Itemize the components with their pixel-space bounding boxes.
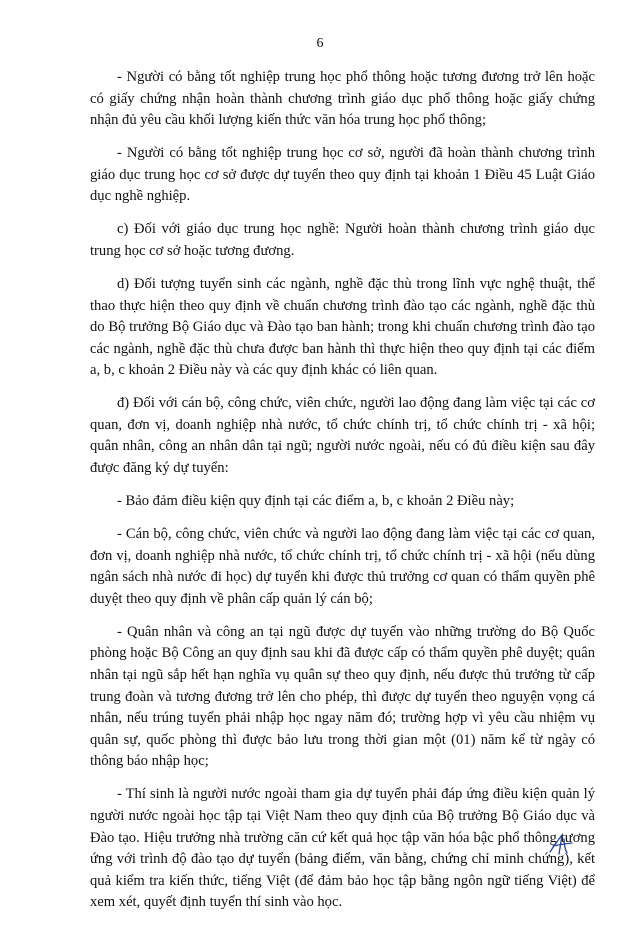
document-body [90, 67, 595, 925]
initials-signature-icon [546, 832, 576, 858]
paragraph: c) Đối với giáo dục trung học nghề: Người hoàn thành chương trình giáo dục trung học cơ sở hoặc tương đương. [90, 221, 595, 259]
paragraph: - Thí sinh là người nước ngoài tham gia dự tuyển phải đáp ứng điều kiện quản lý người nước ngoài học tập tại Việt Nam theo quy định của Bộ trưởng Bộ Giáo dục và Đào tạo. Hiệu trưởng nhà trường căn cứ kết quả học tập văn hóa bậc phổ thông tương ứng với trình độ đào tạo dự tuyển (bảng điểm, văn bằng, chứng chỉ minh chứng), kết quả kiểm tra kiến thức, tiếng Việt (để đảm bảo học tập bằng ngôn ngữ tiếng Việt) để xem xét, quyết định tuyển thí sinh vào học. [90, 786, 595, 911]
paragraph: - Cán bộ, công chức, viên chức và người lao động đang làm việc tại các cơ quan, đơn vị, doanh nghiệp nhà nước, tổ chức chính trị, tổ chức chính trị - xã hội (nếu dùng ngân sách nhà nước đi học) dự tuyển khi được thủ trưởng cơ quan có thẩm quyền phê duyệt theo quy định về phân cấp quản lý cán bộ; [90, 526, 595, 607]
page-number: 6 [316, 36, 324, 51]
paragraph: - Người có bằng tốt nghiệp trung học phổ thông hoặc tương đương trở lên hoặc có giấy chứng nhận hoàn thành chương trình giáo dục phổ thông hoặc giấy chứng nhận đủ yêu cầu khối lượng kiến thức văn hóa trung học phổ thông; [90, 69, 595, 129]
paragraph: d) Đối tượng tuyển sinh các ngành, nghề đặc thù trong lĩnh vực nghệ thuật, thể thao thực hiện theo quy định về chuẩn chương trình đào tạo các ngành, nghề đặc thù do Bộ trưởng Bộ Giáo dục và Đào tạo ban hành; trong khi chuẩn chương trình đào tạo các ngành, nghề đặc thù chưa được ban hành thì thực hiện theo quy định tại các điểm a, b, c khoản 2 Điều này và các quy định khác có liên quan. [90, 275, 595, 379]
paragraph: - Người có bằng tốt nghiệp trung học cơ sở, người đã hoàn thành chương trình giáo dục trung học cơ sở được dự tuyển theo quy định tại khoản 1 Điều 45 Luật Giáo dục nghề nghiệp. [90, 145, 595, 205]
paragraph: đ) Đối với cán bộ, công chức, viên chức, người lao động đang làm việc tại các cơ quan, đơn vị, doanh nghiệp nhà nước, tổ chức chính trị, tổ chức chính trị - xã hội; quân nhân, công an nhân dân tại ngũ; người nước ngoài, nếu có đủ điều kiện sau đây được đăng ký dự tuyển: [90, 395, 595, 477]
paragraph: - Bảo đảm điều kiện quy định tại các điểm a, b, c khoản 2 Điều này; [117, 493, 515, 510]
paragraph: - Quân nhân và công an tại ngũ được dự tuyển vào những trường do Bộ Quốc phòng hoặc Bộ Công an quy định sau khi đã được cấp có thẩm quyền phê duyệt; quân nhân tại ngũ sắp hết hạn nghĩa vụ quân sự theo quy định, nếu được thủ trưởng từ cấp trung đoàn và tương đương trở lên cho phép, thì được dự tuyển theo nguyện vọng cá nhân, nếu trúng tuyển phải nhập học ngay năm đó; trường hợp vì yêu cầu nhiệm vụ quân sự, quốc phòng thì được bảo lưu trong thời gian một (01) năm kể từ ngày có thông báo nhập học; [90, 623, 595, 770]
